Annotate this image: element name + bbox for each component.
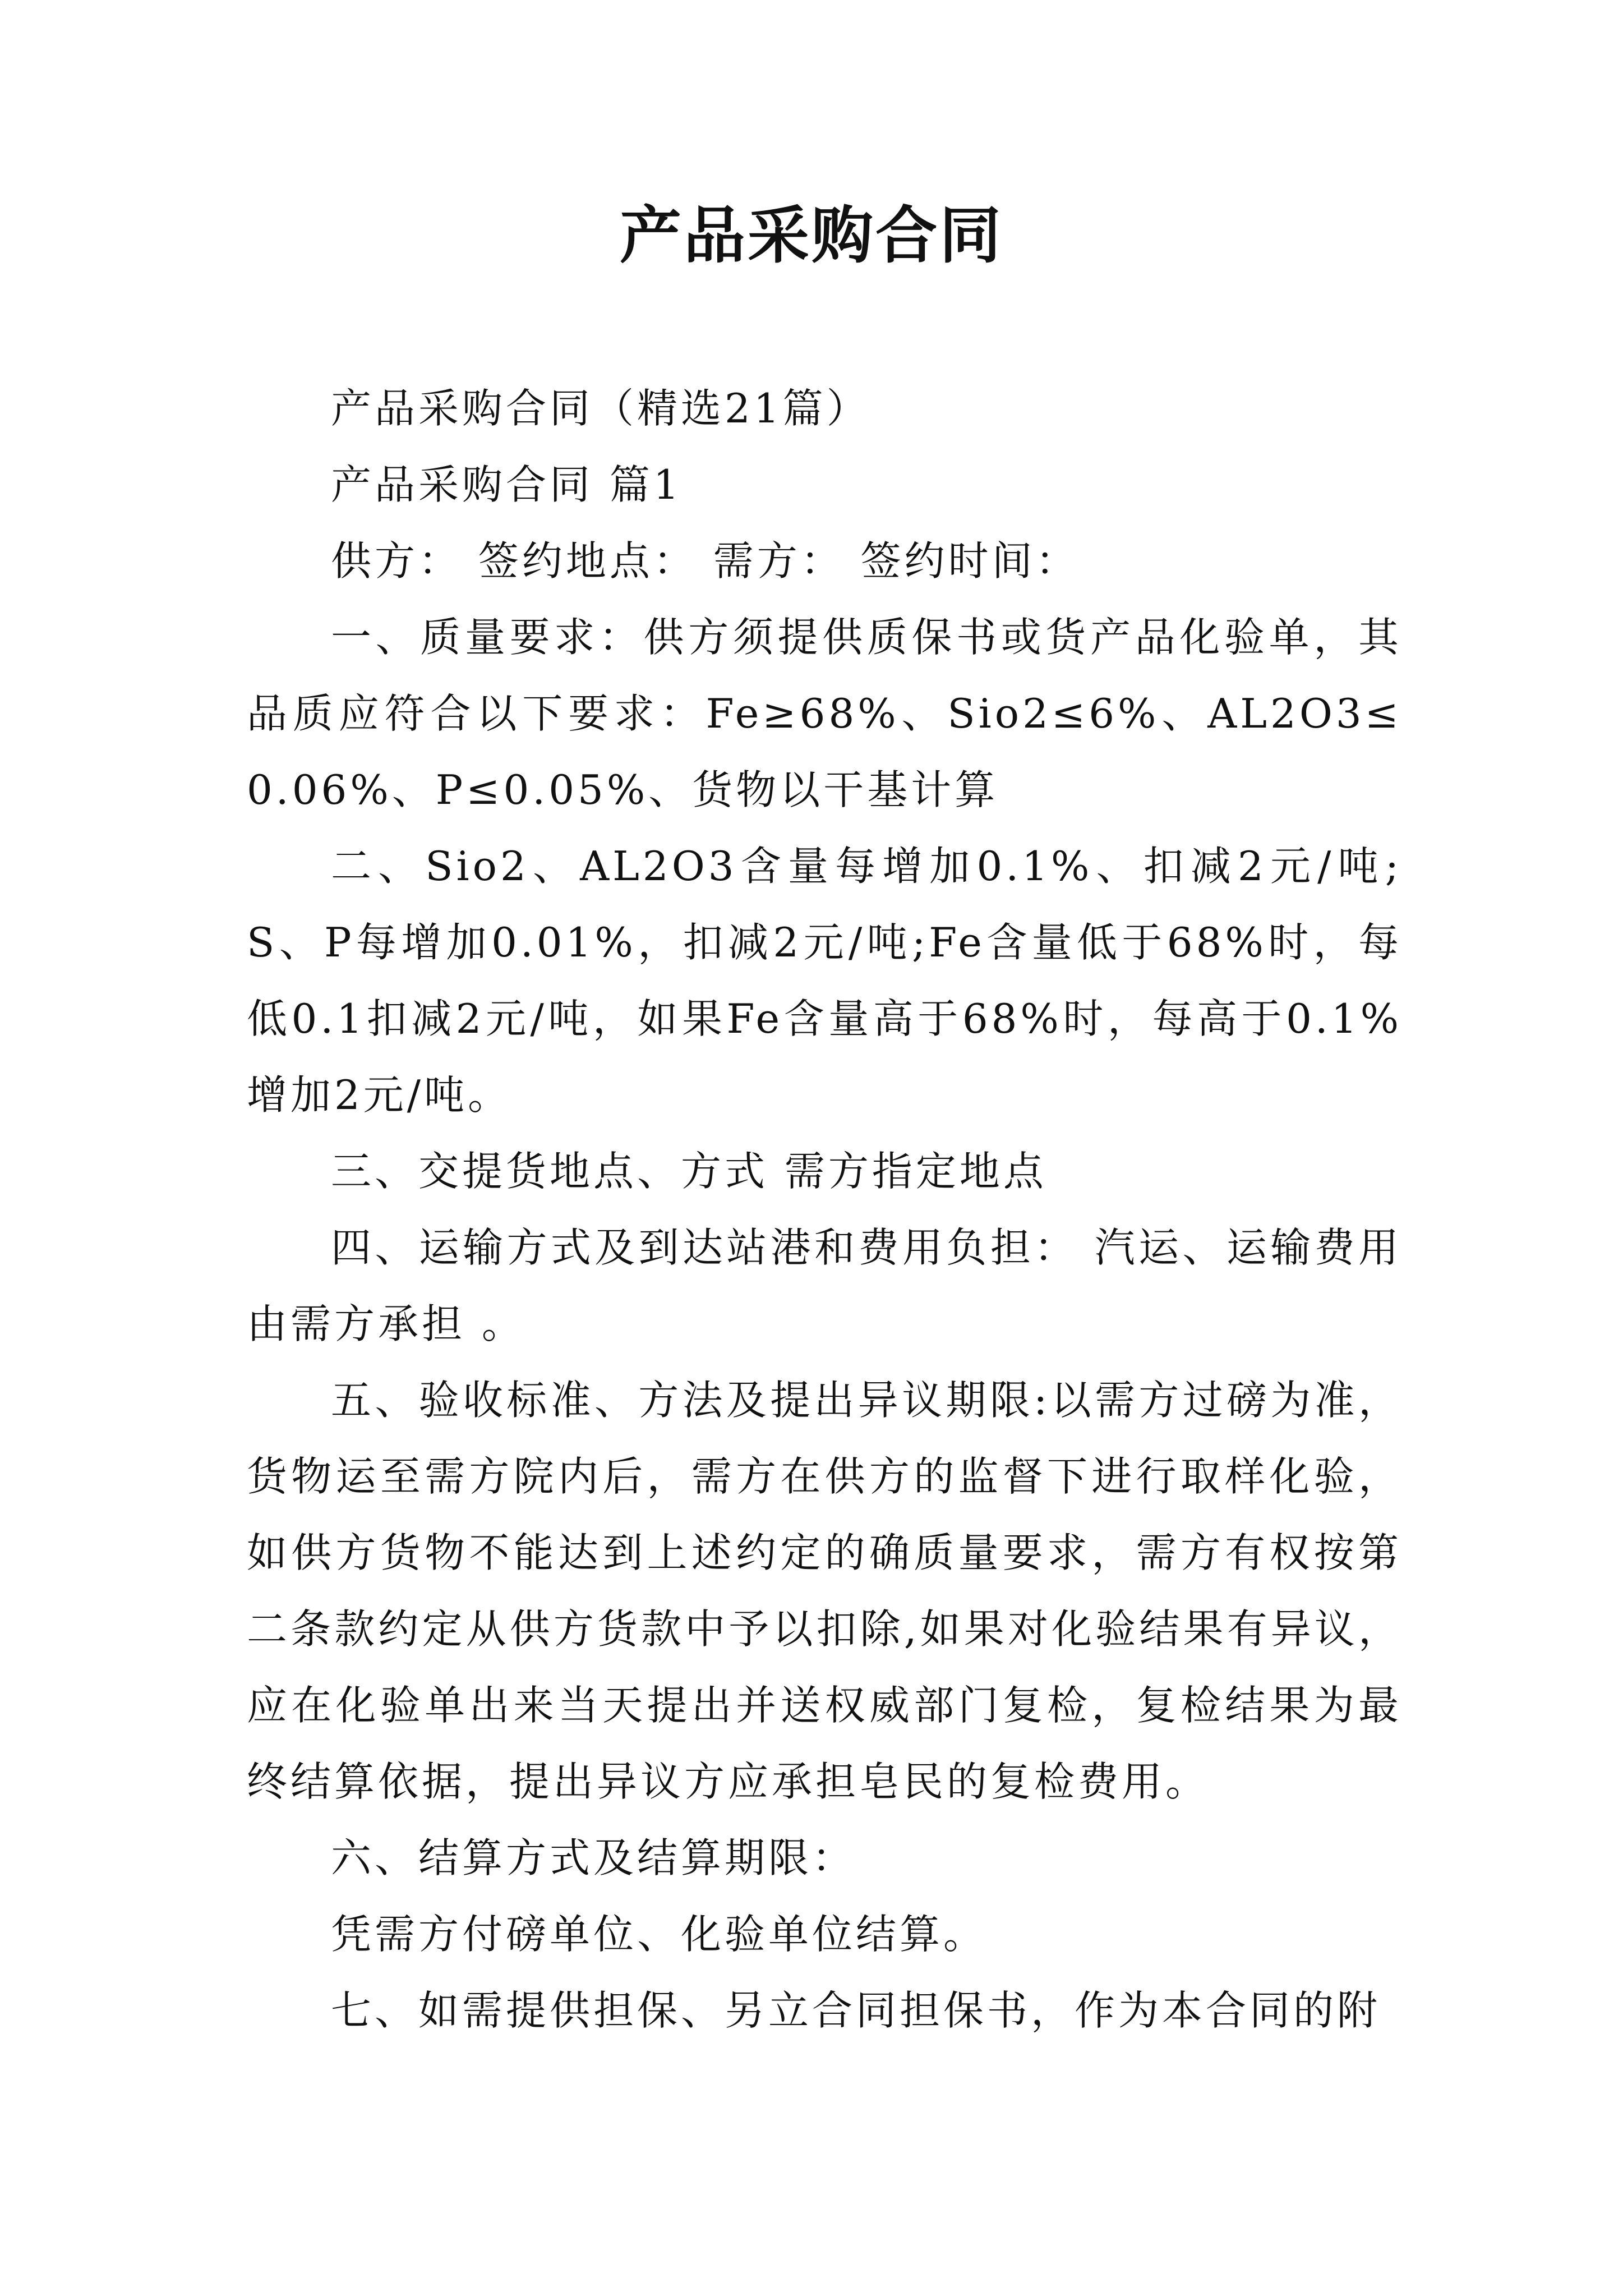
paragraph-section-heading: 产品采购合同 篇1 xyxy=(331,461,683,508)
paragraph-price-adjustment: 二、Sio2、AL2O3含量每增加0.1%、扣减2元/吨;S、P每增加0.01%，扣减2元/吨;Fe含量低于68%时，每低0.1扣减2元/吨，如果Fe含量高于68%时，每高于0.1%增加2元/吨。 xyxy=(247,843,1402,1119)
document-title: 产品采购合同 xyxy=(620,199,1003,272)
paragraph-settlement-method: 凭需方付磅单位、化验单位结算。 xyxy=(331,1911,988,1958)
paragraph-collection-title: 产品采购合同（精选21篇） xyxy=(331,385,870,432)
paragraph-transport: 四、运输方式及到达站港和费用负担： 汽运、运输费用由需方承担 。 xyxy=(247,1224,1402,1347)
paragraph-settlement-heading: 六、结算方式及结算期限： xyxy=(331,1834,856,1881)
paragraph-acceptance: 五、验收标准、方法及提出异议期限:以需方过磅为准，货物运至需方院内后，需方在供方的监督下进行取样化验，如供方货物不能达到上述约定的确质量要求，需方有权按第二条款约定从供方货款中予以扣除,如果对化验结果有异议，应在化验单出来当天提出并送权威部门复检，复检结果为最终结算依据，提出异议方应承担皂民的复检费用。 xyxy=(247,1377,1402,1805)
paragraph-parties: 供方： 签约地点： 需方： 签约时间： xyxy=(331,537,1080,585)
paragraph-delivery-location: 三、交提货地点、方式 需方指定地点 xyxy=(331,1148,1047,1195)
paragraph-guarantee: 七、如需提供担保、另立合同担保书，作为本合同的附 xyxy=(331,1987,1381,2034)
paragraph-quality-requirements: 一、质量要求：供方须提供质保书或货产品化验单，其品质应符合以下要求：Fe≥68%、Sio2≤6%、AL2O3≤0.06%、P≤0.05%、货物以干基计算 xyxy=(247,614,1402,813)
document-body xyxy=(247,370,1402,2049)
